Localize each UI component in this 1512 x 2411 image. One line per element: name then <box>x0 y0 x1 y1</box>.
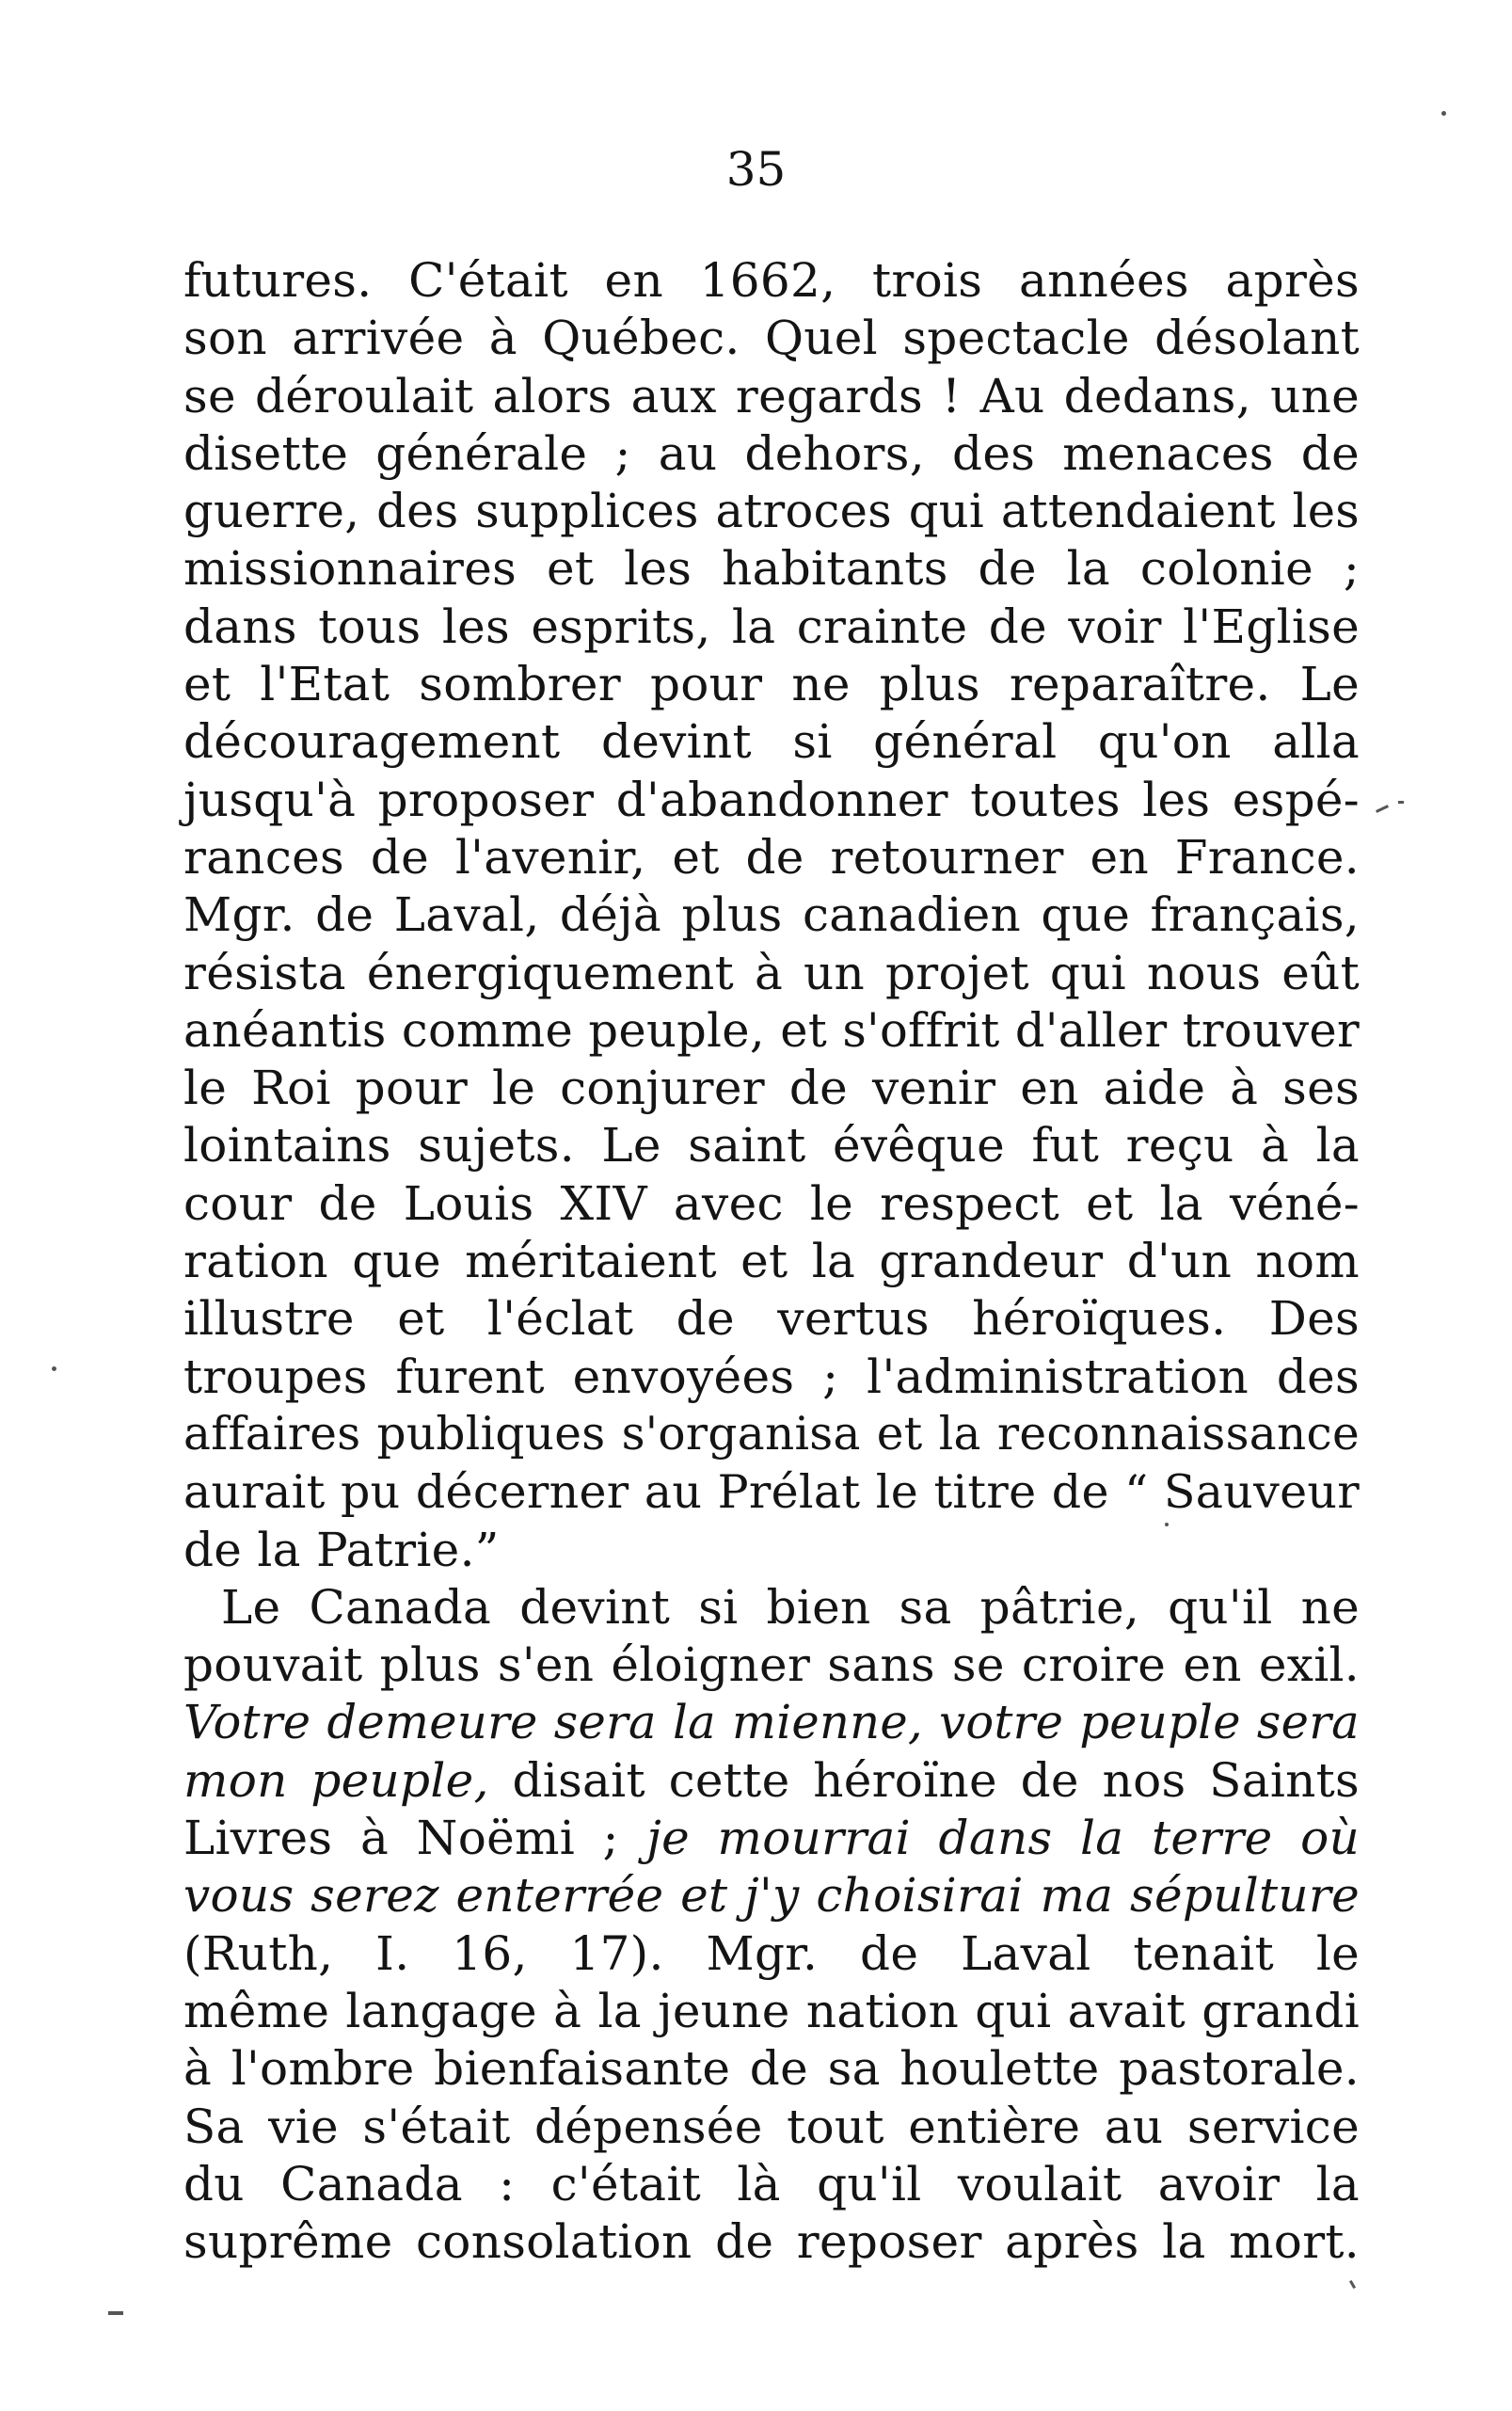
text-segment: son arrivée à Québec. Quel spectacle désolant <box>183 311 1360 366</box>
italic-text-segment: mon peuple, <box>183 1752 489 1808</box>
text-line <box>183 1522 1360 1579</box>
text-line <box>183 1637 1360 1694</box>
text-segment: se déroulait alors aux regards ! Au dedans, une <box>183 368 1360 423</box>
text-segment: anéantis comme peuple, et s'offrit d'aller trouver <box>183 1002 1360 1058</box>
text-line <box>183 252 1360 310</box>
text-segment: Livres à Noëmi ; <box>183 1811 647 1866</box>
text-line <box>183 368 1360 425</box>
body-text <box>183 252 1360 2271</box>
text-line <box>183 1810 1360 1867</box>
italic-text-segment: Votre demeure sera la mienne, votre peuple sera <box>183 1695 1360 1750</box>
text-segment: ration que méritaient et la grandeur d'un nom <box>183 1234 1360 1289</box>
scan-speck <box>1398 801 1404 804</box>
text-segment: découragement devint si général qu'on alla <box>183 714 1360 770</box>
text-segment: et l'Etat sombrer pour ne plus reparaître. Le <box>183 657 1360 712</box>
text-segment: troupes furent envoyées ; l'administration des <box>183 1349 1360 1404</box>
text-line <box>183 772 1360 829</box>
text-line <box>183 2040 1360 2098</box>
text-segment: résista énergiquement à un projet qui nous eût <box>183 945 1360 1000</box>
text-segment: illustre et l'éclat de vertus héroïques. Des <box>183 1291 1360 1347</box>
text-segment: pouvait plus s'en éloigner sans se croire en exil. <box>183 1637 1360 1693</box>
text-line <box>183 310 1360 367</box>
text-segment: rances de l'avenir, et de retourner en France. <box>183 829 1360 885</box>
text-segment: du Canada : c'était là qu'il voulait avoir la <box>183 2156 1360 2211</box>
text-line <box>183 1579 1360 1637</box>
text-line <box>183 2099 1360 2156</box>
italic-text-segment: je mourrai dans la terre où <box>646 1811 1360 1866</box>
text-line <box>183 656 1360 713</box>
text-segment: (Ruth, I. 16, 17). Mgr. de Laval tenait le <box>183 1925 1360 1981</box>
text-line <box>183 1290 1360 1348</box>
text-line <box>183 1463 1360 1521</box>
text-line <box>183 599 1360 656</box>
scan-speck <box>108 2311 123 2315</box>
scan-speck <box>1165 1523 1169 1526</box>
text-line <box>183 2156 1360 2213</box>
text-line <box>183 1983 1360 2040</box>
page-number: 35 <box>725 142 787 197</box>
text-segment: de la Patrie.” <box>183 1522 500 1577</box>
text-line <box>183 1349 1360 1406</box>
text-segment: disette générale ; au dehors, des menaces de <box>183 425 1360 481</box>
text-line <box>183 1925 1360 1983</box>
text-segment: jusqu'à proposer d'abandonner toutes les espé- <box>183 772 1360 827</box>
text-segment: guerre, des supplices atroces qui attendaient les <box>183 484 1360 539</box>
text-line <box>183 1002 1360 1060</box>
text-segment: Mgr. de Laval, déjà plus canadien que français, <box>183 887 1360 943</box>
text-line <box>183 1060 1360 1117</box>
text-segment: futures. C'était en 1662, trois années après <box>183 253 1360 308</box>
text-segment: cour de Louis XIV avec le respect et la véné- <box>183 1175 1360 1231</box>
text-segment: même langage à la jeune nation qui avait grandi <box>183 1983 1360 2038</box>
scan-speck <box>1376 805 1389 813</box>
italic-text-segment: vous serez enterrée et j'y choisirai ma sépulture <box>183 1868 1360 1924</box>
text-line <box>183 886 1360 944</box>
text-segment: Le Canada devint si bien sa pâtrie, qu'il ne <box>221 1579 1360 1635</box>
text-line <box>183 1867 1360 1924</box>
text-segment: suprême consolation de reposer après la mort. <box>183 2214 1360 2270</box>
text-line <box>183 1752 1360 1810</box>
text-line <box>183 2213 1360 2271</box>
scan-speck <box>1441 111 1446 116</box>
text-line <box>183 1694 1360 1751</box>
text-line <box>183 425 1360 483</box>
text-line <box>183 483 1360 540</box>
text-segment: Sa vie s'était dépensée tout entière au service <box>183 2099 1360 2154</box>
text-line <box>183 1233 1360 1290</box>
text-segment: aurait pu décerner au Prélat le titre de “ Sauveur <box>183 1465 1360 1520</box>
text-segment: dans tous les esprits, la crainte de voir l'Eglise <box>183 599 1360 654</box>
text-segment: disait cette héroïne de nos Saints <box>488 1752 1360 1808</box>
text-line <box>183 829 1360 886</box>
text-line <box>183 1117 1360 1174</box>
scan-speck <box>1349 2280 1356 2289</box>
text-segment: affaires publiques s'organisa et la reconnaissance <box>183 1407 1360 1461</box>
text-segment: le Roi pour le conjurer de venir en aide à ses <box>183 1061 1360 1116</box>
text-segment: à l'ombre bienfaisante de sa houlette pastorale. <box>183 2041 1360 2097</box>
text-line <box>183 713 1360 771</box>
text-segment: lointains sujets. Le saint évêque fut reçu à la <box>183 1118 1360 1174</box>
text-line <box>183 540 1360 598</box>
text-line <box>183 1175 1360 1233</box>
text-segment: missionnaires et les habitants de la colonie ; <box>183 541 1360 597</box>
text-line <box>183 945 1360 1002</box>
text-line <box>183 1406 1360 1463</box>
scan-speck <box>52 1366 56 1371</box>
